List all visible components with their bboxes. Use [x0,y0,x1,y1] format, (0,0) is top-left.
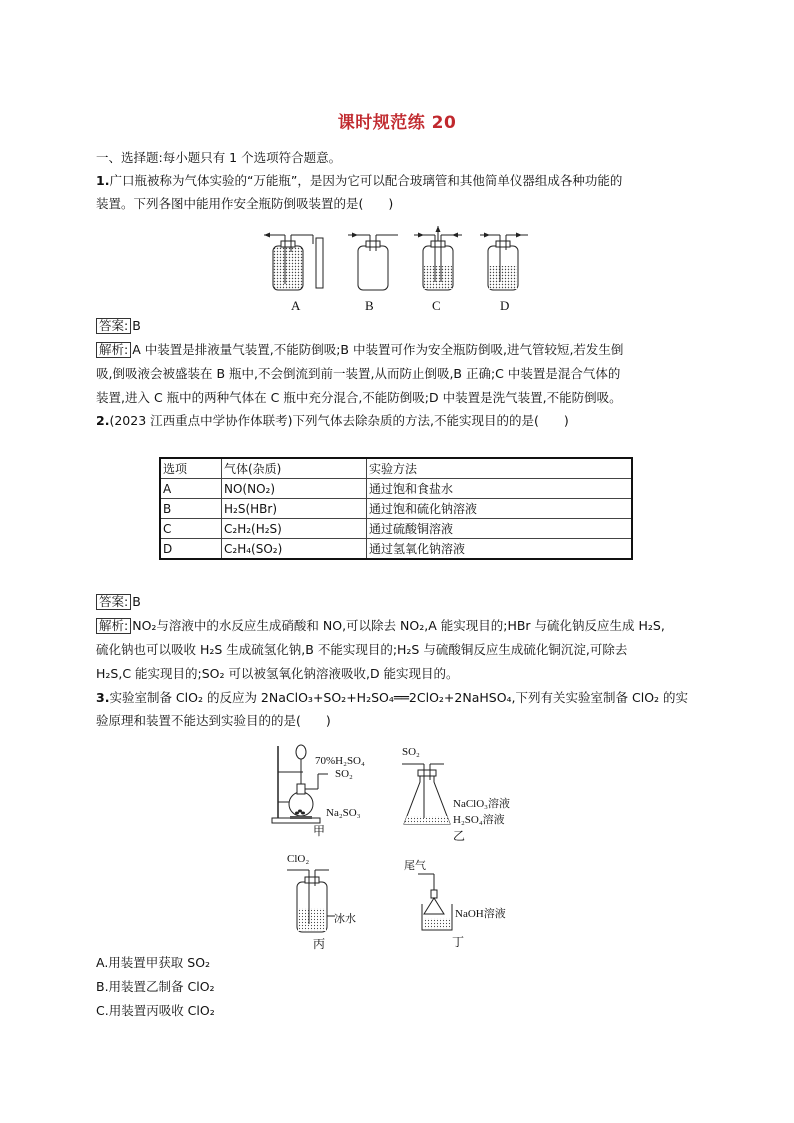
jia-gas-label: SO₂ [335,768,353,780]
apparatus-yi-diagram [398,760,458,828]
apparatus-ding-diagram [418,868,458,934]
q3-number: 3. [96,690,110,705]
table-cell: H₂S(HBr) [222,499,367,519]
bottle-d-diagram [480,233,528,291]
table-cell: B [160,499,222,519]
bottle-a-diagram [264,233,323,291]
q1-stem: 广口瓶被称为气体实验的“万能瓶”，是因为它可以配合玻璃管和其他简单仪器组成各种功能的 [109,173,623,188]
q1-analysis-line3: 装置,进入 C 瓶中的两种气体在 C 瓶中充分混合,不能防倒吸;D 中装置是洗气装置,不能防倒吸。 [96,390,622,405]
q3-option-a: A.用装置甲获取 SO₂ [96,955,211,970]
bottle-b-label: B [365,298,374,313]
q2-stem: (2023 江西重点中学协作体联考)下列气体去除杂质的方法,不能实现目的的是( ) [109,413,569,428]
q1-answer-value: B [132,318,141,333]
bottle-d-label: D [500,298,510,313]
q2-answer-value: B [132,594,141,609]
q1-bottles-figure [258,226,538,294]
q3-text-line2: 验原理和装置不能达到实验目的的是( ) [96,713,331,728]
q1-text-line1 [96,173,622,189]
table-cell: C₂H₄(SO₂) [222,539,367,560]
table-row [160,479,632,499]
jia-acid-label: 70%H₂SO₄ [315,755,365,767]
table-cell: C [160,519,222,539]
ding-gas-label: 尾气 [404,860,426,872]
yi-solution2-label: H₂SO₄溶液 [453,814,505,826]
q2-analysis-line3: H₂S,C 能实现目的;SO₂ 可以被氢氧化钠溶液吸收,D 能实现目的。 [96,666,459,681]
answer-tag: 答案: [96,318,131,334]
q1-number: 1. [96,173,110,188]
jia-name-label: 甲 [313,824,326,838]
bottle-a-label: A [291,298,301,313]
q2-analysis-line1 [96,618,665,634]
yi-name-label: 乙 [453,829,466,843]
table-row [160,539,632,560]
table-cell: A [160,479,222,499]
q1-answer [96,318,141,334]
bottle-c-diagram [414,226,462,290]
table-header: 实验方法 [367,458,633,479]
analysis-tag: 解析: [96,342,131,358]
table-row [160,519,632,539]
q3-stem: 实验室制备 ClO₂ 的反应为 2NaClO₃+SO₂+H₂SO₄══2ClO₂+2NaHSO₄,下列有关实验室制备 ClO₂ 的实 [109,690,689,705]
table-cell: 通过饱和硫化钠溶液 [367,499,633,519]
page-title: 课时规范练 20 [337,113,457,133]
q2-text [96,413,569,429]
q2-options-table [159,457,633,560]
jia-solid-label: Na₂SO₃ [326,807,361,819]
q2-analysis-line2: 硫化钠也可以吸收 H₂S 生成硫氢化钠,B 不能实现目的;H₂S 与硫酸铜反应生成硫化铜沉淀,可除去 [96,642,628,657]
ding-liquid-label: NaOH溶液 [455,908,506,920]
yi-gas-label: SO₂ [402,746,420,758]
analysis-tag: 解析: [96,618,131,634]
apparatus-bing-diagram [283,864,339,936]
table-cell: 通过硫酸铜溶液 [367,519,633,539]
yi-solution1-label: NaClO₃溶液 [453,798,510,810]
q1-text-line2: 装置。下列各图中能用作安全瓶防倒吸装置的是( ) [96,196,394,211]
q2-answer [96,594,141,610]
q1-analysis-line1 [96,342,623,358]
q3-option-b: B.用装置乙制备 ClO₂ [96,979,215,994]
table-cell: C₂H₂(H₂S) [222,519,367,539]
ding-name-label: 丁 [452,935,465,949]
q1-analysis-line2: 吸,倒吸液会被盛装在 B 瓶中,不会倒流到前一装置,从而防止倒吸,B 正确;C 中装置是混合气体的 [96,366,621,381]
bing-liquid-label: 冰水 [334,913,356,925]
q3-option-c: C.用装置丙吸收 ClO₂ [96,1003,215,1018]
table-cell: 通过氢氧化钠溶液 [367,539,633,560]
bottle-b-diagram [348,233,398,291]
q2-analysis-text1: NO₂与溶液中的水反应生成硝酸和 NO,可以除去 NO₂,A 能实现目的;HBr 与硫化钠反应生成 H₂S, [132,618,665,633]
answer-tag: 答案: [96,594,131,610]
table-row [160,499,632,519]
bing-name-label: 丙 [313,937,326,951]
bottle-c-label: C [432,298,441,313]
table-header: 选项 [160,458,222,479]
q2-number: 2. [96,413,110,428]
table-cell: 通过饱和食盐水 [367,479,633,499]
section-heading: 一、选择题:每小题只有 1 个选项符合题意。 [96,150,342,165]
table-cell: D [160,539,222,560]
table-header-row [160,458,632,479]
table-header: 气体(杂质) [222,458,367,479]
q3-text-line1 [96,690,688,706]
table-cell: NO(NO₂) [222,479,367,499]
q1-analysis-text1: A 中装置是排液量气装置,不能防倒吸;B 中装置可作为安全瓶防倒吸,进气管较短,若发生倒 [132,342,624,357]
bing-gas-label: ClO₂ [287,853,310,865]
